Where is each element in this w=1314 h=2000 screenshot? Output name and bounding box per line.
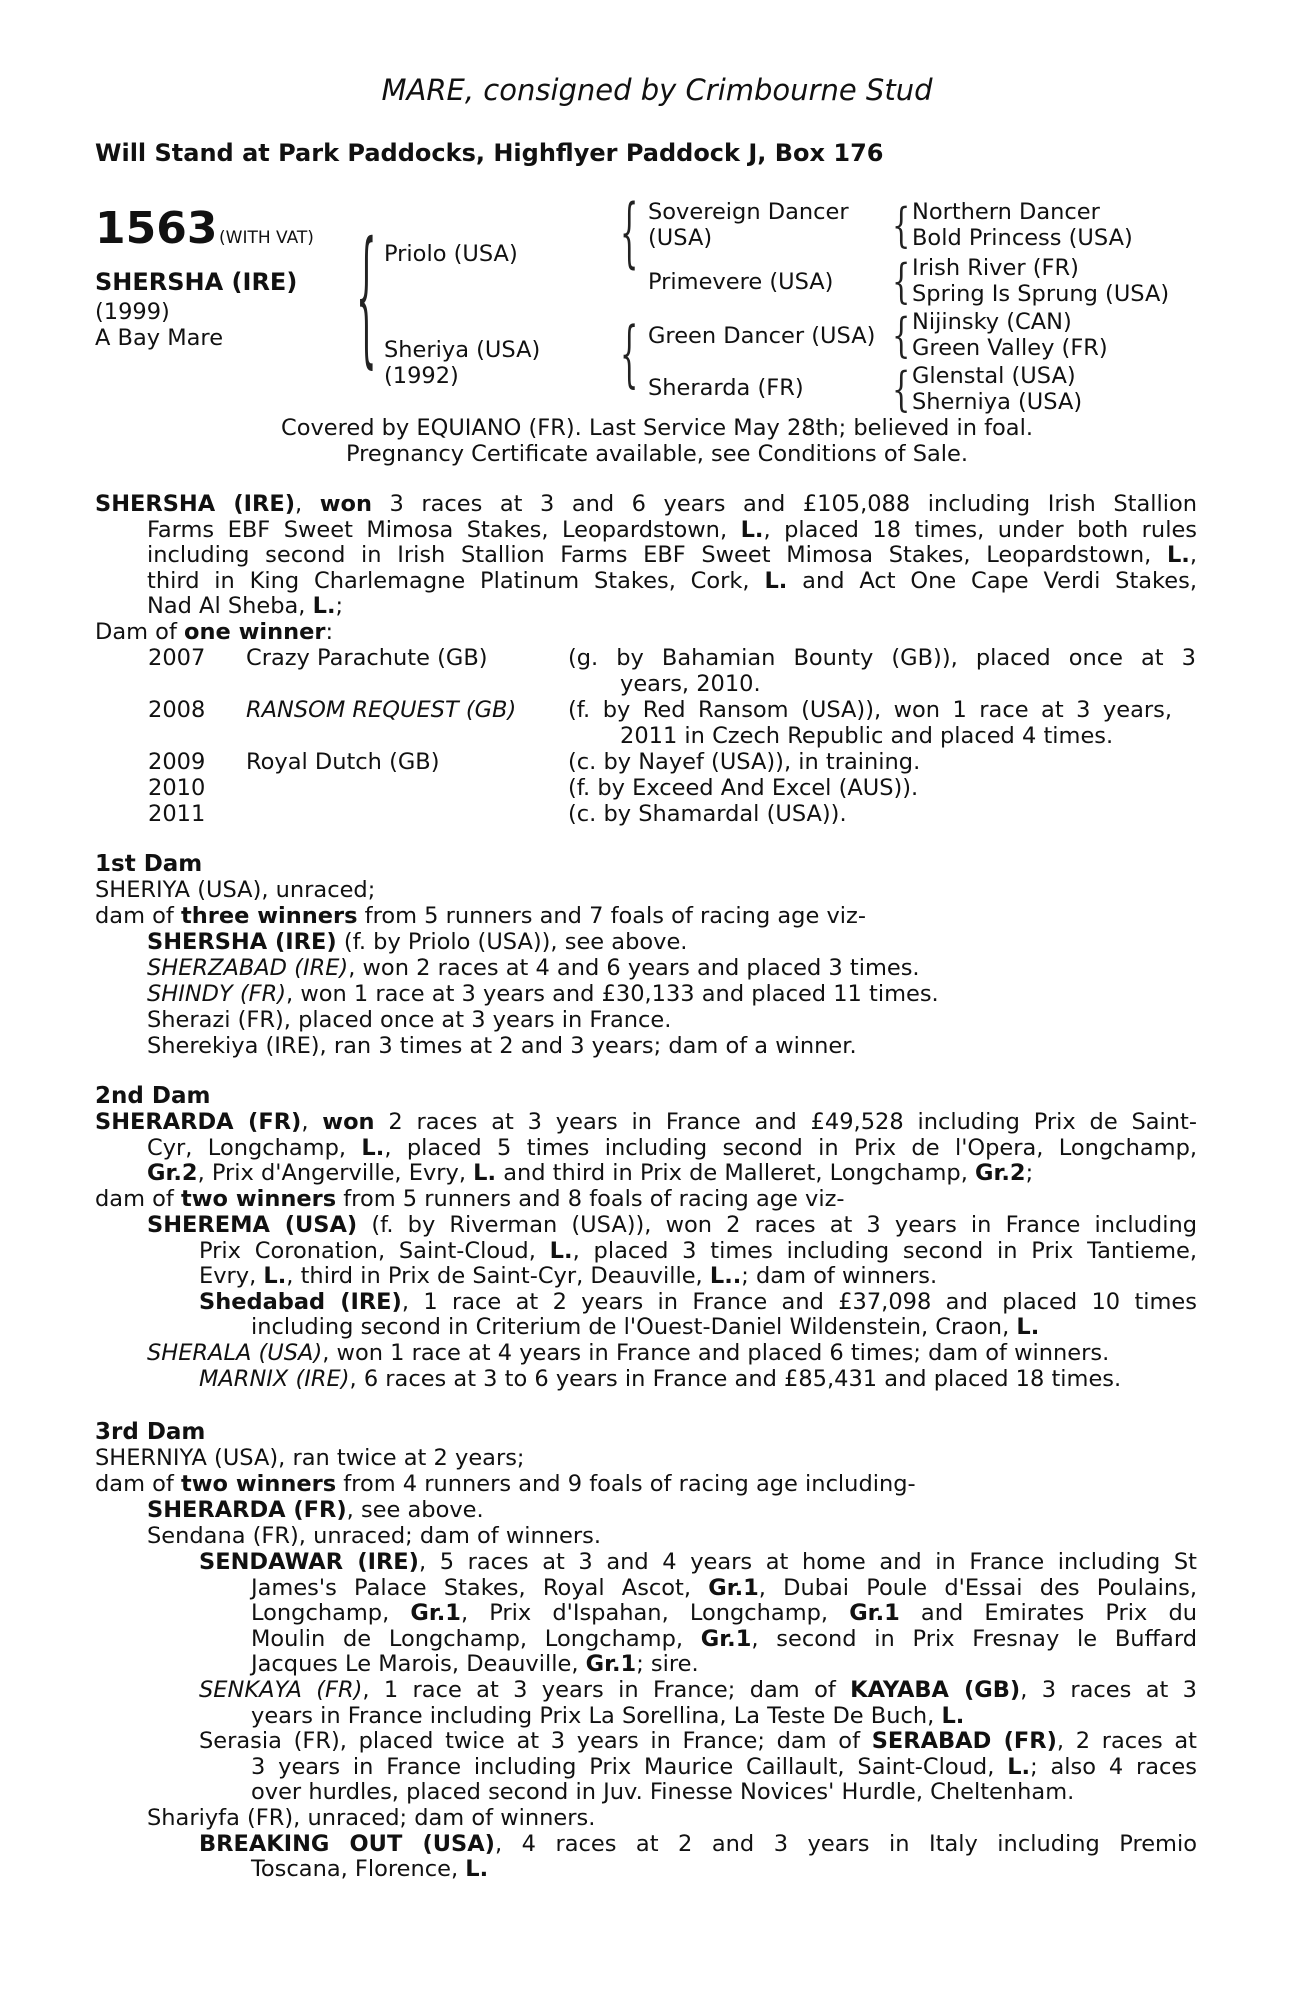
foal-name: Royal Dutch (GB) <box>246 749 440 775</box>
pedigree-sire-dam: Primevere (USA) <box>648 269 834 295</box>
section-heading: 2nd Dam <box>95 1083 211 1109</box>
progeny-line: SHERARDA (FR), see above. <box>147 1497 484 1523</box>
pedigree-brace: { <box>892 200 911 254</box>
foal-info: (f. by Red Ransom (USA)), won 1 race at 3 years, <box>568 697 1172 723</box>
dam-of-line: dam of two winners from 5 runners and 8 foals of racing age viz- <box>95 1186 845 1212</box>
pedigree-dam-sire: Green Dancer (USA) <box>648 323 876 349</box>
pedigree-dsd: Green Valley (FR) <box>912 335 1108 361</box>
foal-info: (g. by Bahamian Bounty (GB)), placed once at 3 <box>568 645 1196 671</box>
dam-of-line: Dam of one winner: <box>95 619 334 645</box>
covered-note: Covered by EQUIANO (FR). Last Service May 28th; believed in foal. <box>280 415 1033 441</box>
foal-info-cont: years, 2010. <box>620 671 761 697</box>
pedigree-sire-sire-country: (USA) <box>648 225 713 251</box>
foal-info: (f. by Exceed And Excel (AUS)). <box>568 775 919 801</box>
foal-info: (c. by Nayef (USA)), in training. <box>568 749 921 775</box>
foal-year: 2008 <box>148 697 206 723</box>
mare-year: (1999) <box>95 299 170 325</box>
pedigree-dds: Glenstal (USA) <box>912 363 1076 389</box>
pedigree-sire: Priolo (USA) <box>384 241 518 267</box>
progeny-line: Sherazi (FR), placed once at 3 years in France. <box>147 1007 672 1033</box>
pedigree-sdd: Spring Is Sprung (USA) <box>912 281 1170 307</box>
pedigree-brace: { <box>892 310 911 364</box>
mare-name: SHERSHA (IRE) <box>95 268 298 296</box>
progeny-line: Sherekiya (IRE), ran 3 times at 2 and 3 years; dam of a winner. <box>147 1033 857 1059</box>
pedigree-brace: { <box>356 215 377 384</box>
page-title: MARE, consigned by Crimbourne Stud <box>381 73 933 107</box>
foal-info-cont: 2011 in Czech Republic and placed 4 times. <box>620 723 1114 749</box>
pedigree-sss: Northern Dancer <box>912 199 1100 225</box>
pedigree-brace: { <box>892 256 911 310</box>
foal-name: RANSOM REQUEST (GB) <box>246 697 517 723</box>
pedigree-sire-sire: Sovereign Dancer <box>648 199 849 225</box>
pedigree-brace: { <box>892 364 911 418</box>
pedigree-brace: { <box>620 314 639 396</box>
dam-race-record: SHERARDA (FR), won 2 races at 3 years in France and £49,528 including Prix de Saint- Cyr, Longchamp, L., placed 5 times including second in Prix de l'Opera, Longchamp, Gr.2, Prix d'Angerville, Evry, L. and third in Prix de Malleret, Longchamp, Gr.2; <box>95 1109 1197 1187</box>
progeny-line: SHERZABAD (IRE), won 2 races at 4 and 6 years and placed 3 times. <box>147 955 920 981</box>
progeny-line: SHERSHA (IRE) (f. by Priolo (USA)), see above. <box>147 929 688 955</box>
foal-name: Crazy Parachute (GB) <box>246 645 488 671</box>
section-heading: 3rd Dam <box>95 1419 206 1445</box>
foal-year: 2009 <box>148 749 206 775</box>
progeny-record: SENDAWAR (IRE), 5 races at 3 and 4 years at home and in France including St James's Palace Stakes, Royal Ascot, Gr.1, Dubai Poule d'Essai des Poulains, Longchamp, Gr.1, Prix d'Ispahan, Longchamp, Gr.1 and Emirates Prix du Moulin de Longchamp, Longchamp, Gr.1, second in Prix Fresnay le Buffard Jacques Le Marois, Deauville, Gr.1; sire. SENKAYA (FR), 1 race at 3 years in France; dam of KAYABA (GB), 3 races at 3 years in France including Prix La Sorellina, La Teste De Buch, L. Serasia (FR), placed twice at 3 years in France; dam of SERABAD (FR), 2 races at 3 years in France including Prix Maurice Caillault, Saint-Cloud, L.; also 4 races over hurdles, placed second in Juv. Finesse Novices' Hurdle, Cheltenham. Shariyfa (FR), unraced; dam of winners. BREAKING OUT (USA), 4 races at 2 and 3 years in Italy including Premio Toscana, Florence, L. <box>147 1549 1197 1883</box>
vat-note: (WITH VAT) <box>219 228 314 248</box>
pedigree-ddd: Sherniya (USA) <box>912 389 1083 415</box>
progeny-line: Sendana (FR), unraced; dam of winners. <box>147 1523 601 1549</box>
foal-info: (c. by Shamardal (USA)). <box>568 801 847 827</box>
dam-of-line: dam of three winners from 5 runners and 7 foals of racing age viz- <box>95 903 866 929</box>
foal-year: 2010 <box>148 775 206 801</box>
foal-year: 2007 <box>148 645 206 671</box>
section-heading: 1st Dam <box>95 851 203 877</box>
pedigree-dam-year: (1992) <box>384 363 459 389</box>
mare-description: A Bay Mare <box>95 325 224 351</box>
dam-line: SHERNIYA (USA), ran twice at 2 years; <box>95 1445 525 1471</box>
progeny-line: SHINDY (FR), won 1 race at 3 years and £30,133 and placed 11 times. <box>147 981 939 1007</box>
foal-year: 2011 <box>148 801 206 827</box>
mare-race-record: SHERSHA (IRE), won 3 races at 3 and 6 years and £105,088 including Irish Stallion Farms EBF Sweet Mimosa Stakes, Leopardstown, L., placed 18 times, under both rules including second in Irish Stallion Farms EBF Sweet Mimosa Stakes, Leopardstown, L., third in King Charlemagne Platinum Stakes, Cork, L. and Act One Cape Verdi Stakes, Nad Al Sheba, L.; <box>95 491 1198 620</box>
stand-location: Will Stand at Park Paddocks, Highflyer Paddock J, Box 176 <box>95 139 884 167</box>
progeny-record: SHEREMA (USA) (f. by Riverman (USA)), won 2 races at 3 years in France including Prix Coronation, Saint-Cloud, L., placed 3 times including second in Prix Tantieme, Evry, L., third in Prix de Saint-Cyr, Deauville, L..; dam of winners. Shedabad (IRE), 1 race at 2 years in France and £37,098 and placed 10 times including second in Criterium de l'Ouest-Daniel Wildenstein, Craon, L. SHERALA (USA), won 1 race at 4 years in France and placed 6 times; dam of winners. MARNIX (IRE), 6 races at 3 to 6 years in France and £85,431 and placed 18 times. <box>147 1212 1198 1392</box>
dam-of-line: dam of two winners from 4 runners and 9 foals of racing age including- <box>95 1471 916 1497</box>
dam-line: SHERIYA (USA), unraced; <box>95 877 376 903</box>
pedigree-dam: Sheriya (USA) <box>384 337 541 363</box>
lot-number: 1563 <box>95 203 218 254</box>
pedigree-dss: Nijinsky (CAN) <box>912 309 1072 335</box>
pedigree-dam-dam: Sherarda (FR) <box>648 375 804 401</box>
pedigree-ssd: Bold Princess (USA) <box>912 225 1133 251</box>
pedigree-sds: Irish River (FR) <box>912 255 1079 281</box>
pedigree-brace: { <box>620 190 639 277</box>
pregnancy-note: Pregnancy Certificate available, see Conditions of Sale. <box>345 441 969 467</box>
horse-name: SHERSHA (IRE) <box>95 491 296 517</box>
